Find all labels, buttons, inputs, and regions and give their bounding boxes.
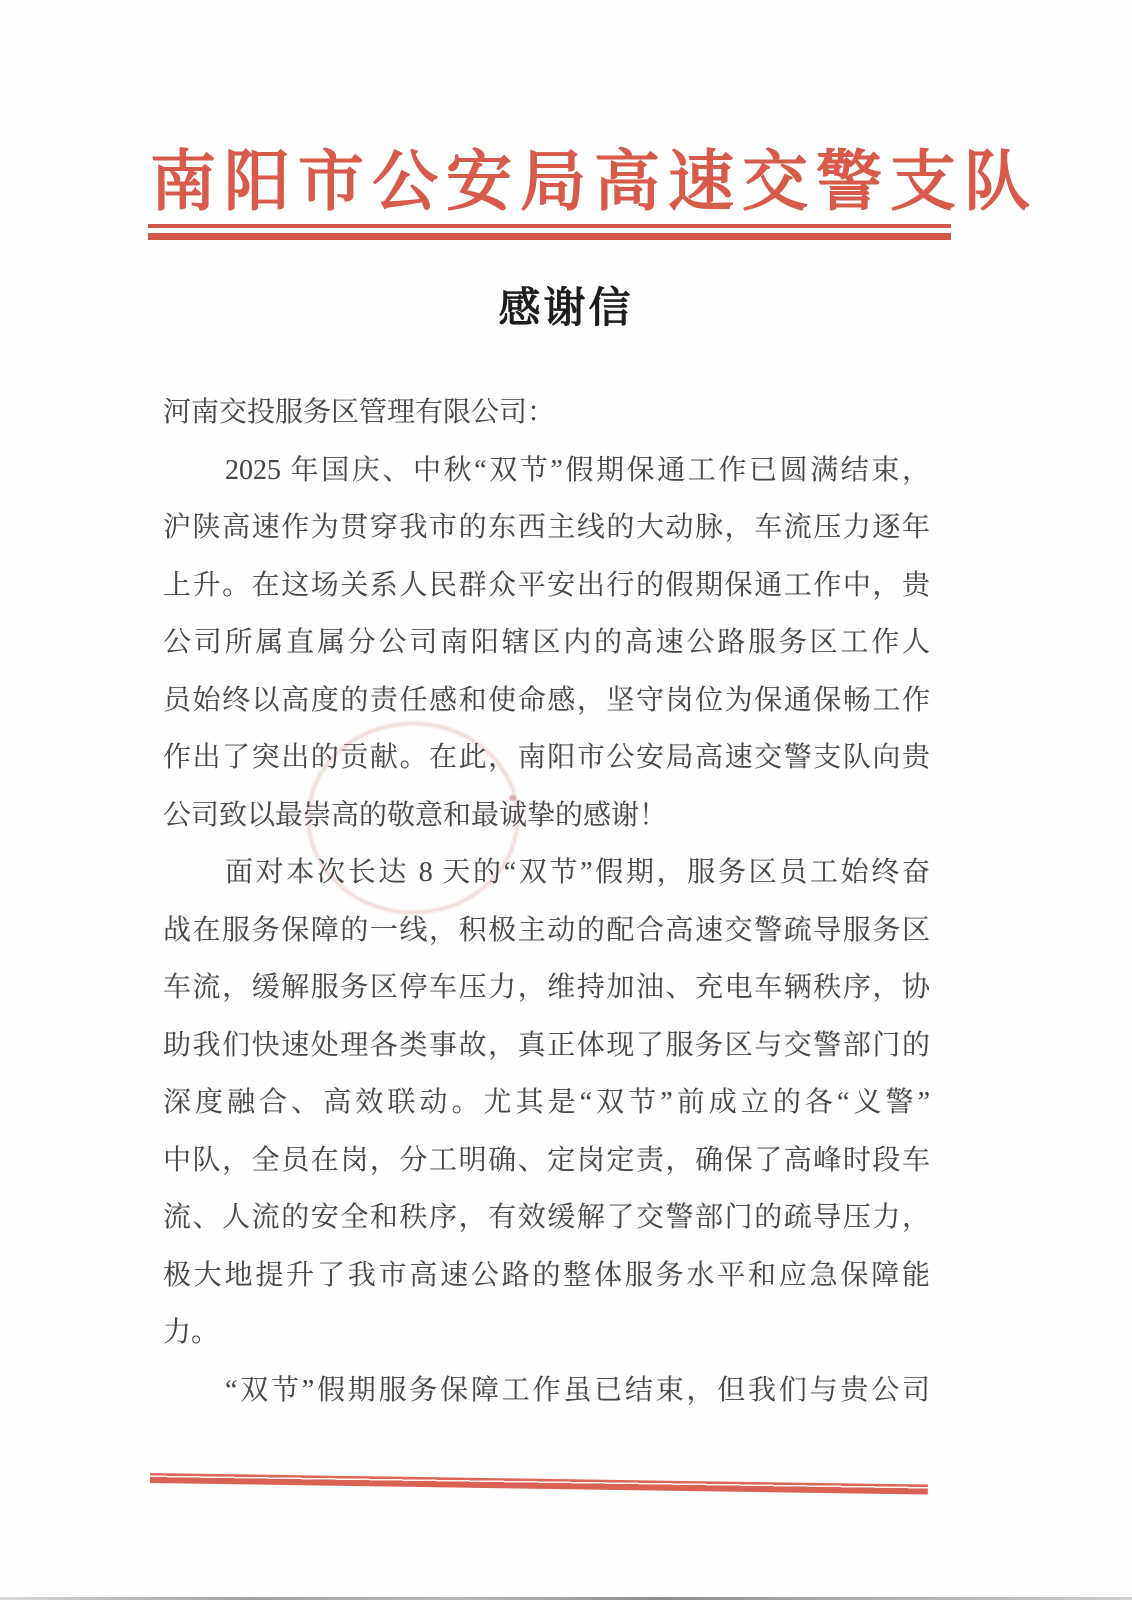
body-line: 2025 年国庆、中秋“双节”假期保通工作已圆满结束，: [225, 454, 930, 486]
body-line: 河南交投服务区管理有限公司：: [163, 397, 556, 428]
document-title: 感谢信: [498, 286, 634, 332]
body-line: 助我们快速处理各类事故，真正体现了服务区与交警部门的: [163, 1029, 930, 1061]
body-line: 公司致以最崇高的敬意和最诚挚的感谢！: [163, 799, 668, 831]
body-line: 流、人流的安全和秩序，有效缓解了交警部门的疏导压力，: [163, 1202, 930, 1233]
body-line: 力。: [163, 1317, 220, 1348]
body-line: 极大地提升了我市高速公路的整体服务水平和应急保障能: [163, 1259, 930, 1291]
body-line: 沪陕高速作为贯穿我市的东西主线的大动脉，车流压力逐年: [163, 512, 930, 543]
body-line: 作出了突出的贡献。在此，南阳市公安局高速交警支队向贵: [163, 742, 930, 773]
body-line: 面对本次长达 8 天的“双节”假期，服务区员工始终奋: [225, 857, 930, 888]
letterhead-double-rule: [148, 224, 951, 240]
body-line: 深度融合、高效联动。尤其是“双节”前成立的各“义警”: [163, 1087, 930, 1118]
body-line: “双节”假期服务保障工作虽已结束，但我们与贵公司: [225, 1374, 930, 1406]
body-line: 公司所属直属分公司南阳辖区内的高速公路服务区工作人: [163, 627, 930, 658]
body-line: 员始终以高度的责任感和使命感，坚守岗位为保通保畅工作: [163, 684, 930, 716]
footer-rule: [150, 1473, 928, 1495]
letter-body: [163, 384, 930, 1419]
body-line: 战在服务保障的一线，积极主动的配合高速交警疏导服务区: [163, 914, 930, 946]
body-line: 上升。在这场关系人民群众平安出行的假期保通工作中，贵: [163, 569, 930, 601]
letterhead-title: 南阳市公安局高速交警支队: [150, 146, 1038, 219]
body-line: 车流，缓解服务区停车压力，维持加油、充电车辆秩序，协: [163, 972, 930, 1003]
body-line: 中队，全员在岗，分工明确、定岗定责，确保了高峰时段车: [163, 1144, 930, 1176]
